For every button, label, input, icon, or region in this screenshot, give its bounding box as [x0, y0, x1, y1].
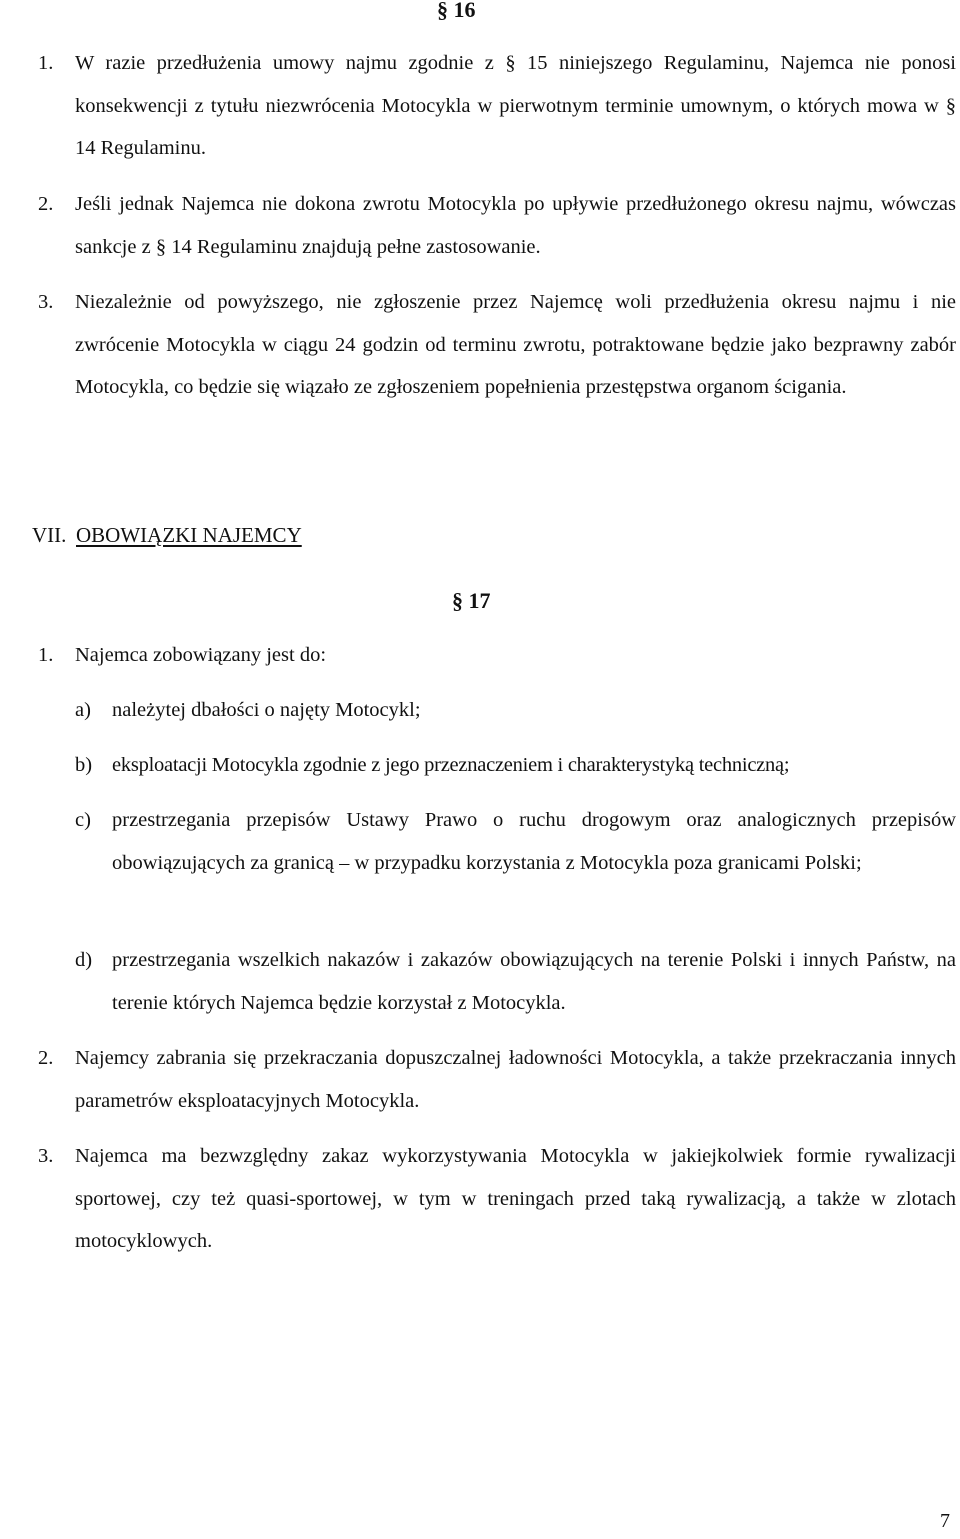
subitem-text: przestrzegania wszelkich nakazów i zakazów obowiązujących na terenie Polski i innych Państw, na terenie których Najemca będzie korzystał z Motocykla.: [112, 949, 956, 1014]
chapter-number: VII.: [32, 523, 67, 547]
subitem-text: eksploatacji Motocykla zgodnie z jego przeznaczeniem i charakterystyką techniczną;: [112, 754, 790, 776]
item-number: 3.: [38, 1145, 54, 1167]
section-17-item-1: [38, 634, 956, 677]
section-16-mark: § 16: [437, 0, 476, 22]
item-number: 2.: [38, 1047, 54, 1069]
item-number: 3.: [38, 291, 54, 313]
page-number: 7: [940, 1510, 950, 1532]
section-16-item-1: [38, 42, 956, 170]
item-number: 1.: [38, 644, 54, 666]
subitem-d: [75, 939, 956, 1024]
item-number: 1.: [38, 52, 54, 74]
subitem-a: [75, 689, 956, 732]
chapter-title: OBOWIĄZKI NAJEMCY: [76, 523, 302, 547]
item-text: Najemcy zabrania się przekraczania dopuszczalnej ładowności Motocykla, a także przekraczania innych parametrów eksploatacyjnych Motocykla.: [75, 1047, 956, 1112]
subitem-letter: a): [75, 699, 91, 721]
item-text: Najemca zobowiązany jest do:: [75, 644, 327, 666]
subitem-text: należytej dbałości o najęty Motocykl;: [112, 699, 421, 721]
item-text: Najemca ma bezwzględny zakaz wykorzystywania Motocykla w jakiejkolwiek formie rywalizacji sportowej, czy też quasi-sportowej, w tym w treningach przed taką rywalizacją, a także w zlotach motocyklowych.: [75, 1145, 956, 1252]
section-16-item-3: [38, 281, 956, 409]
subitem-letter: b): [75, 754, 93, 776]
section-17-mark: § 17: [452, 588, 491, 613]
subitem-letter: d): [75, 949, 93, 971]
item-number: 2.: [38, 193, 54, 215]
subitem-c: [75, 799, 956, 884]
chapter-heading: [32, 523, 302, 548]
subitem-text: przestrzegania przepisów Ustawy Prawo o ruchu drogowym oraz analogicznych przepisów obowiązujących za granicą – w przypadku korzystania z Motocykla poza granicami Polski;: [112, 809, 956, 874]
section-17-item-3: [38, 1135, 956, 1263]
section-16-item-2: [38, 183, 956, 268]
section-17-item-2: [38, 1037, 956, 1122]
item-text: Niezależnie od powyższego, nie zgłoszenie przez Najemcę woli przedłużenia okresu najmu i nie zwrócenie Motocykla w ciągu 24 godzin od terminu zwrotu, potraktowane będzie jako bezprawny zabór Motocykla, co będzie się wiązało ze zgłoszeniem popełnienia przestępstwa organom ścigania.: [75, 291, 956, 398]
item-text: Jeśli jednak Najemca nie dokona zwrotu Motocykla po upływie przedłużonego okresu najmu, wówczas sankcje z § 14 Regulaminu znajdują pełne zastosowanie.: [75, 193, 956, 258]
subitem-letter: c): [75, 809, 91, 831]
item-text: W razie przedłużenia umowy najmu zgodnie z § 15 niniejszego Regulaminu, Najemca nie ponosi konsekwencji z tytułu niezwrócenia Motocykla w pierwotnym terminie umownym, o których mowa w § 14 Regulaminu.: [75, 52, 956, 159]
subitem-b: [75, 744, 956, 787]
